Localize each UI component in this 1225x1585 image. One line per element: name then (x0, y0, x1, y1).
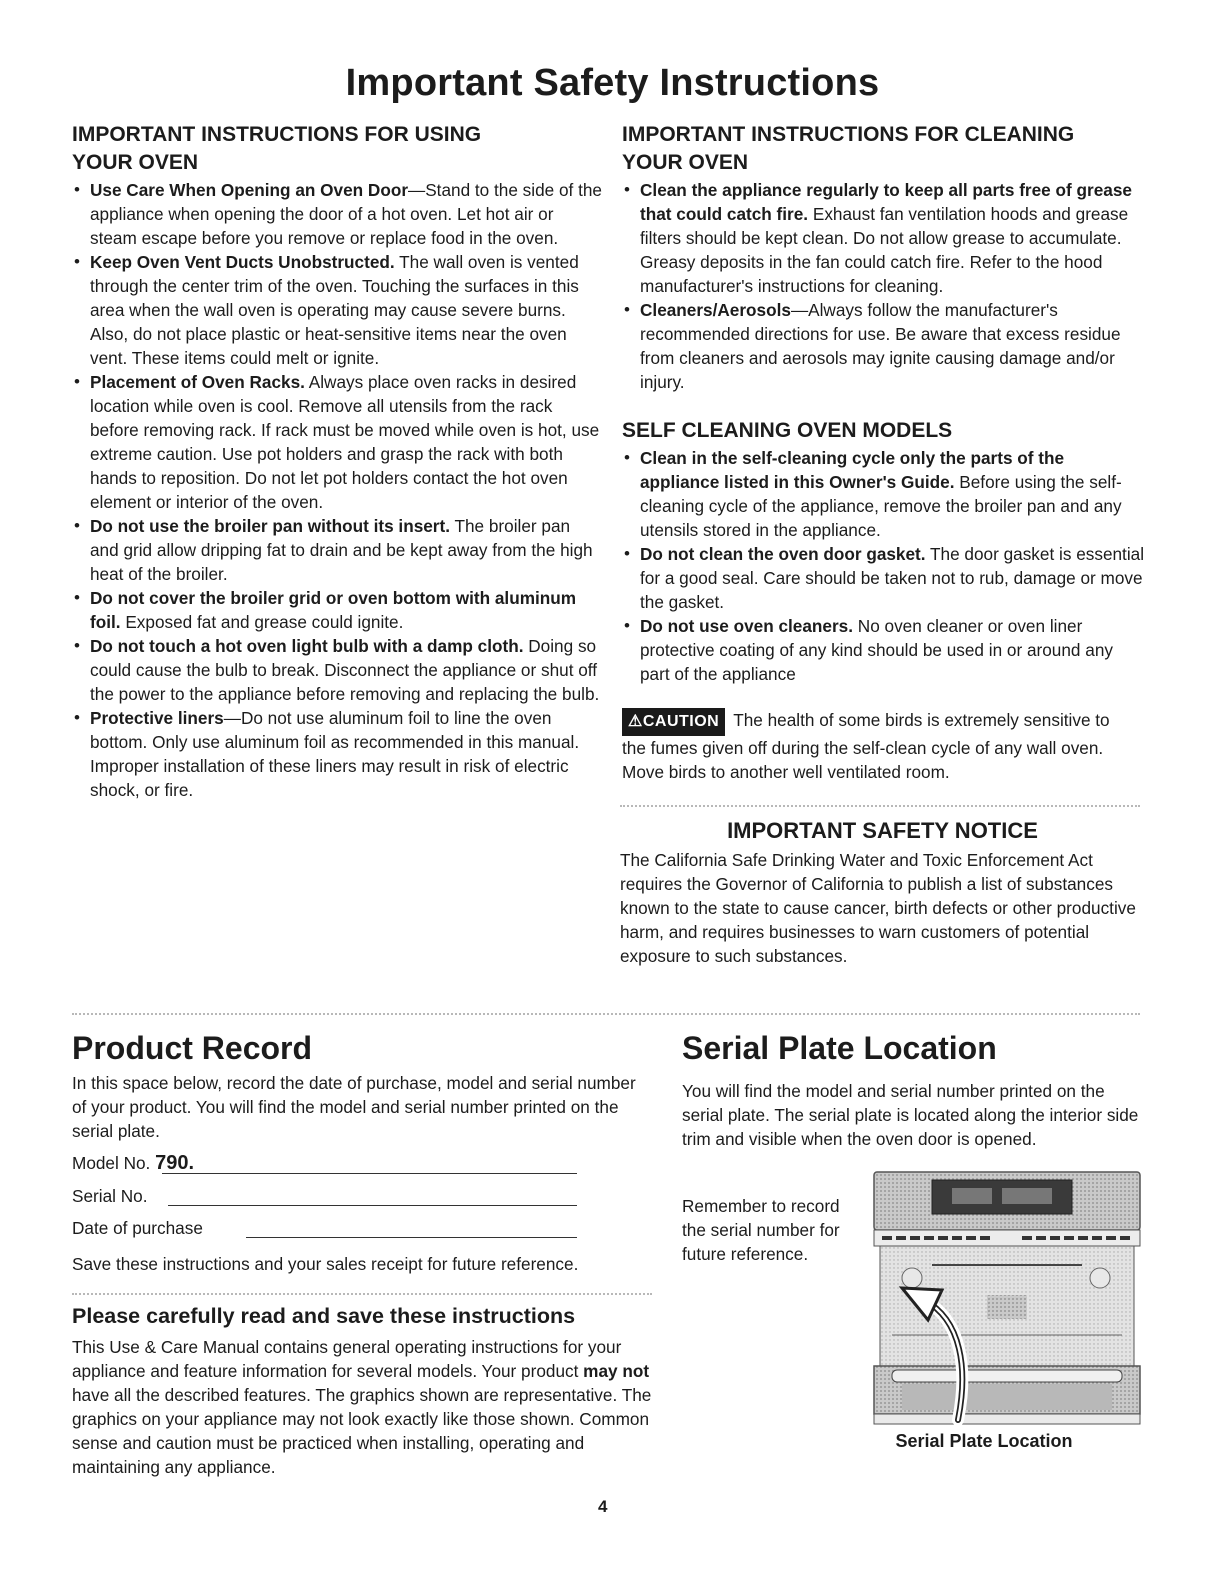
cleaning-item (622, 298, 1147, 394)
read-save-text-2: have all the described features. The graphics shown are representative. The graphics on your appliance may not look exactly like those shown. Common sense and caution must be practiced when installing, operating and maintaining any appliance. (72, 1385, 652, 1477)
serial-plate-caption: Serial Plate Location (895, 1431, 1073, 1451)
read-save-text (72, 1335, 652, 1479)
model-label: Model No. (72, 1153, 151, 1173)
cleaning-list (622, 178, 1147, 394)
page-number: 4 (598, 1497, 608, 1516)
oven-illustration (872, 1170, 1142, 1426)
using-item (72, 514, 602, 586)
self-cleaning-item-bold: Do not use oven cleaners. (640, 616, 853, 636)
cleaning-item-bold: Cleaners/Aerosols (640, 300, 791, 320)
self-cleaning-item-text: The door gasket is essential for a good seal. Care should be taken not to rub, damage or move the gasket. (640, 544, 1145, 612)
self-cleaning-item-bold: Clean in the self-cleaning cycle only the parts of the appliance listed in this Owner's Guide. (640, 448, 1065, 492)
page-title: Important Safety Instructions (345, 62, 880, 104)
notice-heading: IMPORTANT SAFETY NOTICE (727, 818, 1038, 843)
using-item-text: —Stand to the side of the appliance when opening the door of a hot oven. Let hot air or steam escape before you remove or replace food in the oven. (90, 180, 602, 248)
self-cleaning-item-text: Before using the self-cleaning cycle of the appliance, remove the broiler pan and any utensils stored in the appliance. (640, 472, 1122, 540)
notice-section (620, 818, 1145, 968)
using-section (72, 122, 602, 802)
model-row (72, 1152, 194, 1175)
date-row (72, 1218, 203, 1239)
serial-row (72, 1186, 147, 1207)
serial-field[interactable] (168, 1205, 577, 1206)
using-item-text: —Do not use aluminum foil to line the oven bottom. Only use aluminum foil as recommended in this manual. Improper installation of these liners may result in risk of electric shock, or fire. (90, 708, 580, 800)
using-item-bold: Keep Oven Vent Ducts Unobstructed. (90, 252, 395, 272)
cleaning-item-bold: Clean the appliance regularly to keep all parts free of grease that could catch fire. (640, 180, 1132, 224)
read-save-text-1: This Use & Care Manual contains general operating instructions for your appliance and feature information for several models. Your product (72, 1337, 622, 1381)
using-item-text: Always place oven racks in desired location while oven is cool. Remove all utensils from the rack before removing rack. If rack must be moved while oven is hot, use extreme caution. Use pot holders and grasp the rack with both hands to reposition. Do not let pot holders contact the hot oven element or interior of the oven. (90, 372, 600, 512)
self-cleaning-heading: SELF CLEANING OVEN MODELS (622, 419, 953, 442)
using-item-text: Exposed fat and grease could ignite. (120, 612, 404, 632)
self-cleaning-item (622, 614, 1147, 686)
product-record-section (72, 1030, 652, 1143)
using-heading-line2: YOUR OVEN (72, 151, 199, 174)
self-cleaning-item (622, 542, 1147, 614)
using-item-text: The wall oven is vented through the center trim of the oven. Touching the surfaces in this area when the wall oven is operating may cause severe burns. Also, do not place plastic or heat-sensitive items near the oven vent. These items could melt or ignite. (90, 252, 579, 368)
product-record-heading: Product Record (72, 1030, 313, 1066)
using-item-text: The broiler pan and grid allow dripping fat to drain and be kept away from the high heat of the broiler. (90, 516, 593, 584)
serial-plate-section (682, 1030, 1147, 1151)
divider-notice (620, 805, 1140, 807)
using-item (72, 178, 602, 250)
model-value: 790. (155, 1152, 195, 1174)
self-cleaning-list (622, 446, 1147, 686)
using-item-bold: Use Care When Opening an Oven Door (90, 180, 409, 200)
read-save-section (72, 1303, 652, 1479)
self-cleaning-item-bold: Do not clean the oven door gasket. (640, 544, 926, 564)
using-item (72, 370, 602, 514)
self-cleaning-item-text: No oven cleaner or oven liner protective coating of any kind should be used in or around any part of the appliance (640, 616, 1113, 684)
cleaning-heading-line1: IMPORTANT INSTRUCTIONS FOR CLEANING (622, 123, 1075, 146)
self-cleaning-item (622, 446, 1147, 542)
using-item (72, 250, 602, 370)
serial-plate-remember: Remember to record the serial number for future reference. (682, 1196, 840, 1264)
read-save-heading: Please carefully read and save these instructions (72, 1304, 576, 1328)
using-item-bold: Do not touch a hot oven light bulb with a damp cloth. (90, 636, 524, 656)
warning-triangle-icon: ⚠ (628, 713, 643, 730)
notice-text: The California Safe Drinking Water and Toxic Enforcement Act requires the Governor of California to publish a list of substances known to the state to cause cancer, birth defects or other productive harm, and requires businesses to warn customers of potential exposure to such substances. (620, 850, 1136, 966)
date-field[interactable] (246, 1237, 577, 1238)
caution-text: The health of some birds is extremely sensitive to the fumes given off during the self-clean cycle of any wall oven. Move birds to another well ventilated room. (622, 710, 1110, 782)
serial-label: Serial No. (72, 1186, 148, 1206)
serial-plate-heading: Serial Plate Location (682, 1030, 997, 1066)
model-field[interactable] (162, 1173, 577, 1174)
serial-plate-intro: You will find the model and serial number printed on the serial plate. The serial plate is located along the interior side trim and visible when the oven door is opened. (682, 1081, 1139, 1149)
date-label: Date of purchase (72, 1218, 203, 1238)
save-text: Save these instructions and your sales receipt for future reference. (72, 1254, 579, 1274)
cleaning-section (622, 122, 1147, 784)
using-item (72, 586, 602, 634)
using-item-bold: Placement of Oven Racks. (90, 372, 305, 392)
using-item-bold: Do not use the broiler pan without its insert. (90, 516, 450, 536)
cleaning-item-text: —Always follow the manufacturer's recommended directions for use. Be aware that excess residue from cleaners and aerosols may ignite causing damage and/or injury. (640, 300, 1121, 392)
caution-paragraph (622, 708, 1147, 784)
using-item-bold: Do not cover the broiler grid or oven bottom with aluminum foil. (90, 588, 577, 632)
cleaning-item (622, 178, 1147, 298)
using-item (72, 706, 602, 802)
product-record-intro: In this space below, record the date of purchase, model and serial number of your product. You will find the model and serial number printed on the serial plate. (72, 1073, 636, 1141)
using-item (72, 634, 602, 706)
using-item-bold: Protective liners (90, 708, 224, 728)
using-item-text: Doing so could cause the bulb to break. Disconnect the appliance or shut off the power to the appliance before removing and replacing the bulb. (90, 636, 600, 704)
using-list (72, 178, 602, 802)
read-save-text-bold: may not (583, 1361, 650, 1381)
divider-read-save (72, 1293, 652, 1295)
caution-label: CAUTION (642, 713, 720, 730)
caution-badge (622, 708, 725, 736)
cleaning-heading-line2: YOUR OVEN (622, 151, 749, 174)
using-heading-line1: IMPORTANT INSTRUCTIONS FOR USING (72, 123, 482, 146)
cleaning-item-text: Exhaust fan ventilation hoods and grease filters should be kept clean. Do not allow grease to accumulate. Greasy deposits in the fan could catch fire. Refer to the hood manufacturer's instructions for cleaning. (640, 204, 1129, 296)
divider-main (72, 1013, 1140, 1015)
